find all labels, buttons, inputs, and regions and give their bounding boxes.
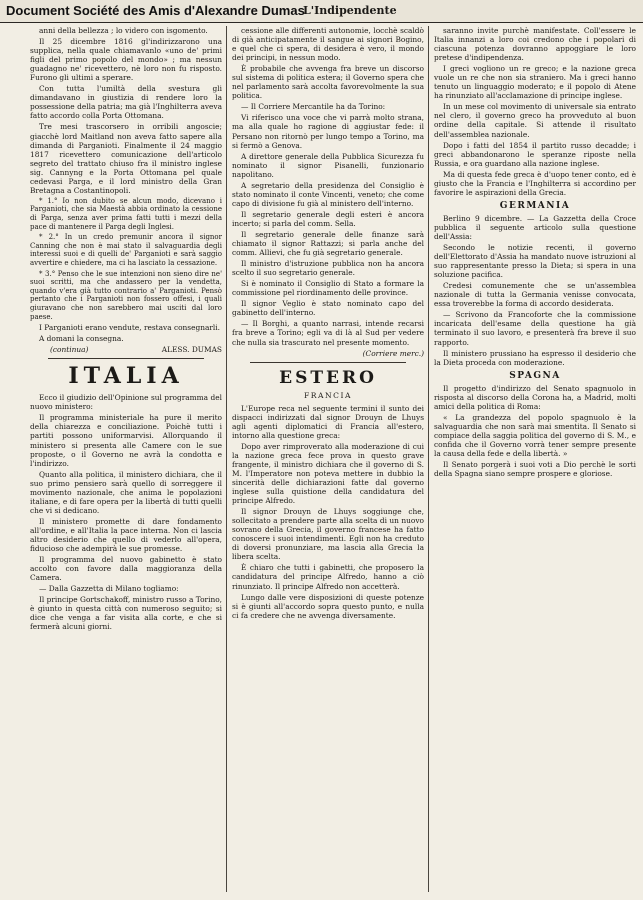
source-signature: (Corriere merc.): [362, 348, 424, 358]
paragraph: Berlino 9 dicembre. — La Gazzetta della Croce pubblica il seguente articolo sulla questione dell'Assia:: [434, 213, 636, 241]
paragraph: Il segretario generale delle finanze sarà chiamato il signor Rattazzi; si parla anche del comm. Allievi, che fu già segretario generale.: [232, 229, 424, 258]
top-bar: [0, 0, 643, 23]
paragraph: Vi riferisco una voce che vi parrà molto strana, ma alla quale ho ragione di aggiustar fede: il Persano non ritornò per lungo tempo a Torino, ma si fermò a Genova.: [232, 113, 424, 150]
paragraph: Dopo aver rimproverato alla moderazione di cui la nazione greca fece prova in questo grave frangente, il ministro dichiara che il governo di S. M. l'Imperatore non poteva mettere in dubbio la sincerità delle dichiarazioni fatte dal governo inglese sulla quistione della candidatura del principe Alfredo.: [232, 441, 424, 506]
paragraph: Il Senato porgerà i suoi voti a Dio perchè le sorti della Spagna siano sempre prospere e gloriose.: [434, 460, 636, 479]
paragraph: Tre mesi trascorsero in orribili angoscie; giacchè lord Maitland non aveva fatto sapere alla dimanda di Parganioti. Finalmente il 24 maggio 1817 ricevettero comunicazione dell'articolo segreto del trattato chiuso fra il ministro inglese sig. Cannyng e la Porta Ottomana pel quale cedevasi Parga, e il lord ministro della Gran Bretagna a Costantinopoli.: [30, 122, 222, 195]
column-rule-left: [226, 26, 227, 892]
paragraph: Il ministro d'istruzione pubblica non ha ancora scelto il suo segretario generale.: [232, 259, 424, 278]
paragraph: Il programma del nuovo gabinetto è stato accolto con favore dalla maggioranza della Camera.: [30, 555, 222, 583]
paragraph: — Dalla Gazzetta di Milano togliamo:: [39, 584, 179, 594]
paragraph: cessione alle differenti autonomie, locchè scaldò di già anticipatamente il sangue ai signori Bogino, e quel che ci spera, di desidera è vero, il mondo dei principi, in nessun modo.: [232, 26, 424, 63]
paragraph: A domani la consegna.: [39, 334, 124, 344]
paragraph: Il segretario generale degli esteri è ancora incerto; si parla del comm. Sella.: [232, 209, 424, 228]
paragraph: I greci vogliono un re greco; e la nazione greca vuole un re che non sia straniero. Ma i greci hanno tenuto un linguaggio moderato; e il popolo di Atene ha rinunziato all'acclamazione di principe inglese.: [434, 64, 636, 101]
paragraph: Lungo dalle vere disposizioni di queste potenze si è giunti all'accordo sopra questo punto, e nulla ci fa credere che ne avvenga diversamente.: [232, 592, 424, 620]
paragraph: Dopo i fatti del 1854 il partito russo decadde; i greci abbandonarono le speranze riposte nella Russia, e ora guardano alla nazione inglese.: [434, 140, 636, 168]
column-1: [30, 26, 222, 896]
paragraph: È chiaro che tutti i gabinetti, che proposero la candidatura del principe Alfredo, hanno a ciò rinunziato. Il principe Alfredo non accetterà.: [232, 563, 424, 591]
section-title-estero: ESTERO: [279, 367, 377, 388]
paragraph: A direttore generale della Pubblica Sicurezza fu nominato il signor Pisanelli, funzionario napolitano.: [232, 151, 424, 179]
paragraph: A segretario della presidenza del Consiglio è stato nominato il conte Vincenti, veneto; che come capo di divisione fu già al ministero dell'interno.: [232, 180, 424, 208]
paragraph: « La grandezza del popolo spagnuolo è la salvaguardia che non sarà mai smentita. Il Senato si compiace della saggia politica del governo di S. M., e confida che il Governo vorrà tener sempre presente la causa della fede e della libertà. »: [434, 412, 636, 459]
footnote: * 2.° In un credo premunir ancora il signor Canning che non è mai stato il salvaguardia degli interessi suoi e di quelli de' Parganioti e sarà saggio avvertire e chiedere, ma ci ha lasciato la cessazione.: [30, 233, 222, 267]
paragraph: Il principe Gortschakoff, ministro russo a Torino, è giunto in questa città con numeroso seguito; si dice che venga a far visita alla corte, e che si fermerà alcuni giorni.: [30, 595, 222, 632]
paragraph: Il 25 dicembre 1816 gl'indirizzarono una supplica, nella quale chiamavanlo «uno de' primi figli del primo popolo del mondo» ; ma nessun guadagno ne' ricevettero, nè loro non fu risposto. Furono gli ultimi a sperare.: [30, 37, 222, 83]
paragraph: Il ministero prussiano ha espresso il desiderio che la Dieta proceda con moderazione.: [434, 348, 636, 367]
paragraph: Il programma ministeriale ha pure il merito della chiarezza e conciliazione. Poichè tutti i partiti possono uniformarvisi. Allorquando il ministero si presenta alle Camere con le sue proposte, o il Governo ne avrà la condotta e l'indirizzo.: [30, 413, 222, 468]
section-title-italia: ITALIA: [68, 363, 184, 390]
paragraph: Si è nominato il Consiglio di Stato a formare la commissione pel riordinamento delle province.: [232, 279, 424, 298]
footnote: * 1.° Io non dubito se alcun modo, dicevano i Parganioti, che sia Maestà abbia ordinato la cessione di Parga, senza aver prima fatti tutti i mezzi della pace di mantenere il Parga degli Inglesi.: [30, 196, 222, 231]
document-title: Document Société des Amis d'Alexandre Dumas: [6, 3, 305, 18]
section-divider: [250, 362, 406, 363]
newspaper-masthead: L'Indipendente: [303, 4, 397, 17]
footnote: * 3.° Penso che le sue intenzioni non sieno dire ne' suoi scritti, ma che andassero per la vendetta, quando v'era già tutto contrario a' Parganioti. Pensò pertanto che i Parganioti non fossero offesi, i quali giuravano che non sarebbero mai usciti dal loro paese.: [30, 269, 222, 321]
paragraph: — Scrivono da Francoforte che la commissione incaricata dell'esame della questione ha già terminato il suo lavoro, e presenterà fra breve il suo rapporto.: [434, 310, 636, 347]
column-rule-right: [428, 26, 429, 892]
paragraph: — Il Corriere Mercantile ha da Torino:: [241, 102, 386, 112]
paragraph: È probabile che avvenga fra breve un discorso sul sistema di politica estera; il Governo spera che nel parlamento sarà accolta favorevolmente la sua politica.: [232, 64, 424, 101]
paragraph: Ecco il giudizio dell'Opinione sul programma del nuovo ministero:: [30, 393, 222, 412]
paragraph: Il signor Drouyn de Lhuys soggiunge che, sollecitato a prendere parte alla scelta di un nuovo sovrano della Grecia, il governo francese ha fatto conoscere i suoi intendimenti. Egli non ha creduto di doversi pronunziare, ma lascia alla Grecia la libera scelta.: [232, 507, 424, 562]
paragraph: Secondo le notizie recenti, il governo dell'Elettorato d'Assia ha mandato nuove istruzioni al suo rappresentante presso la Dieta; si spera in una soluzione pacifica.: [434, 243, 636, 280]
column-2: [232, 26, 424, 896]
paragraph: In un mese col movimento di universale sia entrato nel clero, il governo greco ha provveduto al buon ordine della capitale. Si attende il risultato dell'assemblea nazionale.: [434, 102, 636, 139]
paragraph: Il signor Veglio è stato nominato capo del gabinetto dell'interno.: [232, 299, 424, 318]
author-signature: ALESS. DUMAS: [161, 345, 222, 355]
subsection-title-francia: FRANCIA: [304, 390, 352, 400]
paragraph: saranno invite purchè manifestate. Coll'essere le Italia innanzi a loro coi credono che i popolari di ciascuna potenza dovranno appoggiare le loro pretese d'indipendenza.: [434, 26, 636, 63]
paragraph: — Il Borghi, a quanto narrasi, intende recarsi fra breve a Torino; egli va di là al Sud per vedere che nulla sia trascurato nel presente momento.: [232, 319, 424, 347]
paragraph: Credesi comunemente che se un'assemblea nazionale di tutta la Germania venisse convocata, essa troverebbe la forma di accordo desiderata.: [434, 281, 636, 309]
paragraph: Il progetto d'indirizzo del Senato spagnuolo in risposta al discorso della Corona ha, a Madrid, molti amici della politica di Roma:: [434, 383, 636, 411]
column-3: [434, 26, 636, 896]
paragraph: anni della bellezza ; lo videro con isgomento.: [39, 26, 208, 35]
paragraph: I Parganioti erano vendute, restava consegnarli.: [39, 323, 220, 333]
paragraph: Con tutta l'umiltà della svestura gli dimandavano in giustizia di rendere loro la possessione della patria; ma già l'Inghilterra aveva fatto accordo colla Porta Ottomana.: [30, 84, 222, 121]
paragraph: Ma di questa fede greca è d'uopo tener conto, ed è giusto che la Francia e l'Inghilterra si accordino per favorire le aspirazioni della Grecia.: [434, 169, 636, 197]
signature-line: [30, 345, 222, 354]
paragraph: L'Europe reca nel seguente termini il sunto dei dispacci indirizzati dal signor Drouyn de Lhuys agli agenti diplomatici di Francia all'estero, intorno alla questione greca:: [232, 403, 424, 440]
continued-label: (continua): [50, 345, 89, 355]
subsection-title-germania: GERMANIA: [499, 200, 571, 211]
section-divider: [48, 358, 204, 359]
subsection-title-spagna: SPAGNA: [509, 370, 561, 381]
paragraph: Quanto alla politica, il ministero dichiara, che il suo primo pensiero sarà quello di sorreggere il movimento nazionale, che anima le popolazioni italiane, e di fare opera per la libertà di tutti quelli che vi si dedicano.: [30, 469, 222, 515]
paragraph: Il ministero promette di dare fondamento all'ordine, e all'Italia la pace interna. Non ci lascia altro desiderio che quello di vederlo all'opera, fiducioso che adempirà le sue promesse.: [30, 516, 222, 554]
